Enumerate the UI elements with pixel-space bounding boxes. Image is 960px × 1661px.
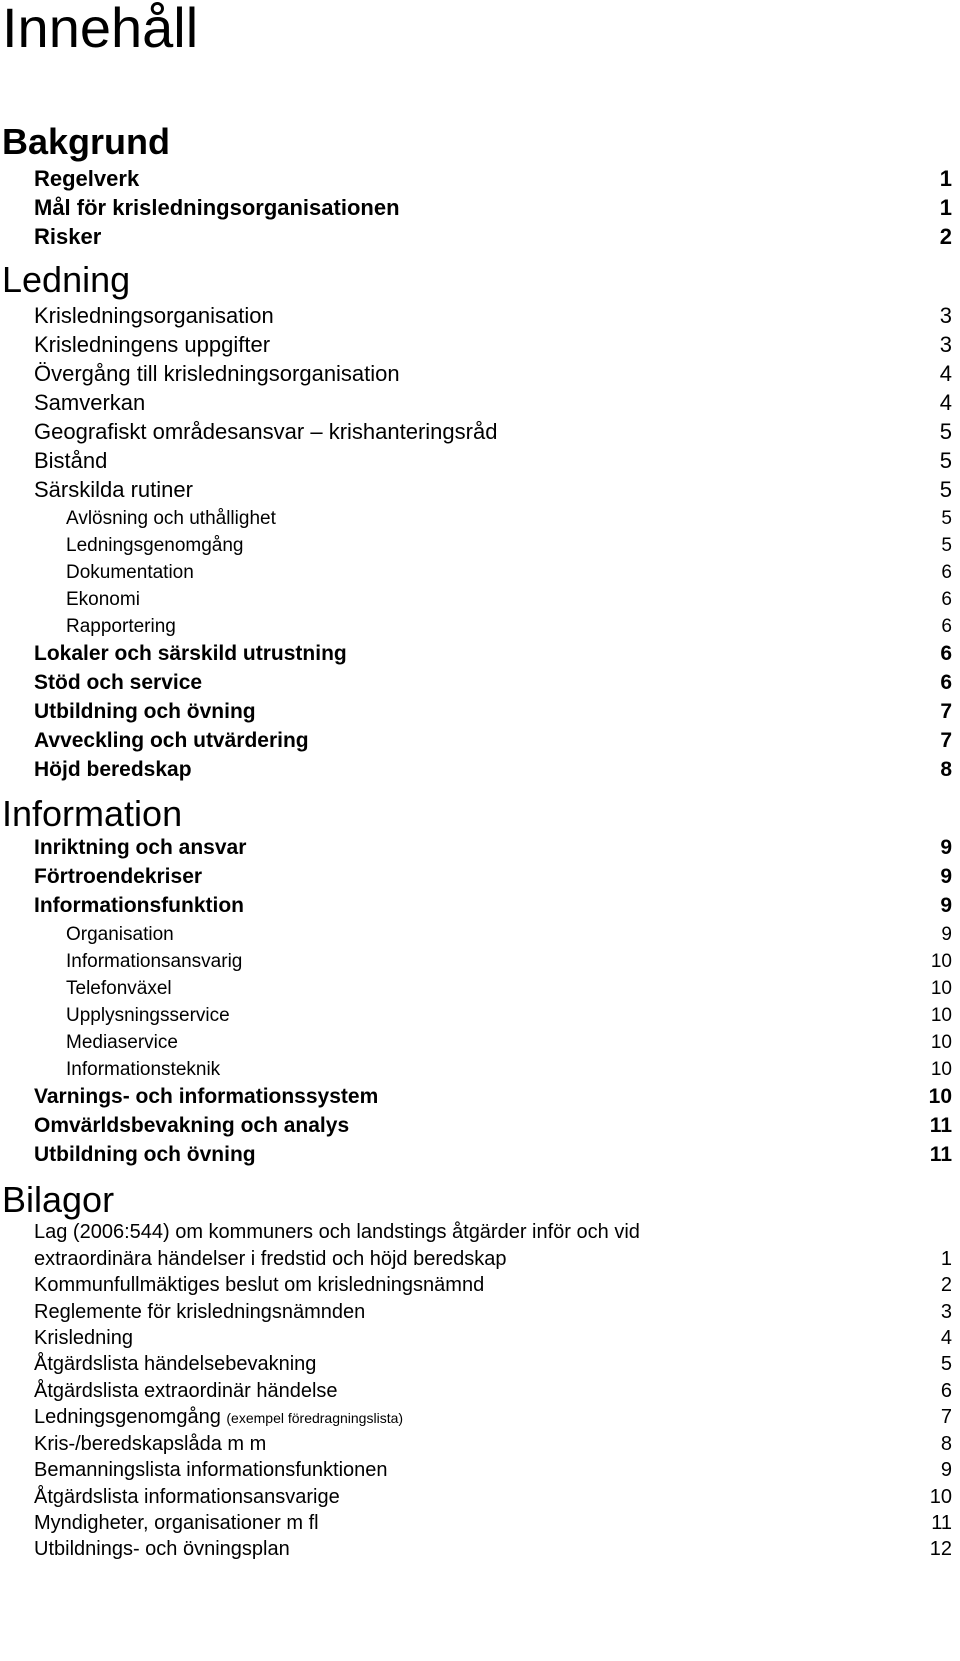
toc-entry[interactable]: [34, 1459, 952, 1482]
toc-entry[interactable]: [34, 1433, 952, 1456]
toc-entry[interactable]: [34, 671, 952, 695]
toc-entry-label: Regelverk: [34, 166, 140, 191]
toc-entry[interactable]: [34, 303, 952, 329]
toc-subentry[interactable]: [66, 535, 952, 557]
toc-entry-label: Krisledningsorganisation: [34, 303, 274, 328]
toc-entry-page: 1: [940, 1248, 952, 1270]
toc-entry[interactable]: [34, 195, 952, 221]
toc-entry[interactable]: [34, 1538, 952, 1561]
toc-entry-label: Mediaservice: [66, 1032, 178, 1053]
toc-entry-label: Ledningsgenomgång: [66, 535, 244, 556]
toc-entry[interactable]: [34, 729, 952, 753]
toc-entry-page: 1: [939, 195, 952, 220]
toc-entry-label: Krisledning: [34, 1327, 133, 1349]
toc-entry-page: 4: [939, 361, 952, 386]
toc-entry[interactable]: [34, 1274, 952, 1297]
toc-entry-label: Avlösning och uthållighet: [66, 508, 276, 529]
toc-entry-label: Särskilda rutiner: [34, 477, 193, 502]
toc-entry[interactable]: [34, 224, 952, 250]
toc-entry-page: 2: [940, 1274, 952, 1296]
toc-entry-page: 10: [930, 978, 952, 999]
toc-entry-label: Reglemente för krisledningsnämnden: [34, 1301, 366, 1323]
section-heading-ledning: Ledning: [2, 259, 131, 300]
toc-entry-page: 9: [940, 1459, 952, 1481]
toc-entry-page: 8: [940, 758, 952, 781]
toc-entry-label: Informationsteknik: [66, 1059, 221, 1080]
toc-entry[interactable]: [34, 1486, 952, 1509]
toc-entry-page: 3: [939, 332, 952, 357]
toc-entry[interactable]: [34, 166, 952, 192]
toc-entry-label: Rapportering: [66, 616, 176, 637]
toc-entry-page: 6: [941, 589, 952, 610]
toc-entry-label: Ledningsgenomgång: [34, 1406, 221, 1428]
toc-entry-label: Lokaler och särskild utrustning: [34, 642, 347, 665]
toc-subentry[interactable]: [66, 562, 952, 584]
toc-entry[interactable]: [34, 865, 952, 889]
toc-entry-first-line[interactable]: Lag (2006:544) om kommuners och landstings åtgärder inför och vid: [34, 1221, 640, 1243]
toc-entry[interactable]: [34, 477, 952, 503]
toc-entry-page: 8: [940, 1433, 952, 1455]
toc-entry-label: Dokumentation: [66, 562, 194, 583]
toc-entry-page: 4: [940, 1327, 952, 1349]
toc-entry[interactable]: [34, 700, 952, 724]
toc-entry[interactable]: [34, 1301, 952, 1324]
toc-entry[interactable]: [34, 894, 952, 918]
toc-entry[interactable]: [34, 1085, 952, 1109]
toc-entry-label: Varnings- och informationssystem: [34, 1085, 379, 1108]
toc-entry-page: 10: [929, 1486, 952, 1508]
toc-entry-label: Mål för krisledningsorganisationen: [34, 195, 400, 220]
toc-entry[interactable]: [34, 642, 952, 666]
section-heading-bakgrund: Bakgrund: [2, 121, 171, 162]
toc-entry-page: 6: [940, 1380, 952, 1402]
toc-entry-page: 10: [930, 1032, 952, 1053]
toc-entry[interactable]: [34, 1406, 952, 1429]
toc-entry[interactable]: [34, 1143, 952, 1167]
toc-entry-label: Åtgärdslista informationsansvarige: [34, 1486, 340, 1508]
toc-entry[interactable]: [34, 1353, 952, 1376]
toc-entry-page: 5: [940, 1353, 952, 1375]
toc-entry-label: Övergång till krisledningsorganisation: [34, 361, 400, 386]
toc-entry-page: 5: [941, 535, 952, 556]
toc-entry[interactable]: [34, 836, 952, 860]
toc-entry-page: 5: [939, 477, 952, 502]
toc-subentry[interactable]: [66, 1059, 952, 1081]
toc-entry-page: 10: [930, 1059, 952, 1080]
toc-entry-page: 11: [931, 1512, 952, 1534]
toc-subentry[interactable]: [66, 951, 952, 973]
toc-entry[interactable]: [34, 1327, 952, 1350]
toc-entry-page: 10: [930, 1005, 952, 1026]
toc-entry-label: Utbildning och övning: [34, 1143, 256, 1166]
toc-entry-label: Förtroendekriser: [34, 865, 203, 888]
toc-subentry[interactable]: [66, 1005, 952, 1027]
toc-entry[interactable]: [34, 419, 952, 445]
toc-entry-note: (exempel föredragningslista): [226, 1410, 404, 1426]
toc-subentry[interactable]: [66, 978, 952, 1000]
toc-entry-label: Telefonväxel: [66, 978, 172, 999]
toc-entry[interactable]: [34, 1248, 952, 1271]
toc-entry-label: Krisledningens uppgifter: [34, 332, 271, 357]
toc-entry-page: 1: [939, 166, 952, 191]
toc-entry-page: 6: [940, 642, 952, 665]
toc-entry-label: Åtgärdslista händelsebevakning: [34, 1353, 317, 1375]
toc-entry-label: Omvärldsbevakning och analys: [34, 1114, 350, 1137]
toc-entry-label: Bistånd: [34, 448, 108, 473]
section-heading-information: Information: [2, 793, 183, 834]
toc-entry[interactable]: [34, 332, 952, 358]
toc-subentry[interactable]: [66, 1032, 952, 1054]
toc-entry-page: 9: [940, 836, 952, 859]
toc-subentry[interactable]: [66, 589, 952, 611]
toc-entry-page: 10: [930, 951, 952, 972]
toc-entry-page: 5: [939, 448, 952, 473]
toc-entry-label: Utbildning och övning: [34, 700, 256, 723]
section-heading-bilagor: Bilagor: [2, 1179, 115, 1220]
toc-entry-label: Geografiskt områdesansvar – krishanteringsråd: [34, 419, 498, 444]
toc-entry-label: Stöd och service: [34, 671, 203, 694]
toc-entry[interactable]: [34, 448, 952, 474]
toc-entry-label: Kommunfullmäktiges beslut om krisledningsnämnd: [34, 1274, 485, 1296]
toc-entry-page: 6: [941, 562, 952, 583]
toc-entry-page: 12: [929, 1538, 952, 1560]
toc-entry-label: Risker: [34, 224, 102, 249]
toc-entry-label: Samverkan: [34, 390, 146, 415]
toc-entry[interactable]: [34, 390, 952, 416]
toc-entry-page: 7: [940, 729, 952, 752]
toc-entry-page: 5: [941, 508, 952, 529]
toc-entry-page: 7: [940, 1406, 952, 1428]
toc-entry[interactable]: [34, 361, 952, 387]
toc-entry-page: 6: [941, 616, 952, 637]
page-title: Innehåll: [2, 0, 199, 59]
toc-entry-page: 4: [939, 390, 952, 415]
toc-entry-label: Informationsansvarig: [66, 951, 243, 972]
toc-entry-label: Kris-/beredskapslåda m m: [34, 1433, 267, 1455]
toc-entry-label: Organisation: [66, 924, 174, 945]
toc-entry-page: 11: [929, 1143, 952, 1166]
toc-entry-page: 3: [939, 303, 952, 328]
toc-entry-page: 9: [940, 865, 952, 888]
toc-entry-label: Inriktning och ansvar: [34, 836, 247, 859]
toc-entry-label: Åtgärdslista extraordinär händelse: [34, 1380, 338, 1402]
toc-entry-label: Avveckling och utvärdering: [34, 729, 309, 752]
toc-entry-label: Ekonomi: [66, 589, 140, 610]
toc-entry-label: Bemanningslista informationsfunktionen: [34, 1459, 388, 1481]
toc-entry-page: 2: [939, 224, 952, 249]
toc-entry-page: 7: [940, 700, 952, 723]
toc-entry[interactable]: [34, 758, 952, 782]
toc-entry[interactable]: [34, 1380, 952, 1403]
toc-subentry[interactable]: [66, 924, 952, 946]
toc-entry-label: Höjd beredskap: [34, 758, 192, 781]
toc-entry-label: Informationsfunktion: [34, 894, 244, 917]
toc-entry-label: extraordinära händelser i fredstid och höjd beredskap: [34, 1248, 507, 1270]
toc-entry-page: 9: [940, 894, 952, 917]
toc-entry[interactable]: [34, 1114, 952, 1138]
toc-entry-page: 9: [941, 924, 952, 945]
toc-entry-label: Upplysningsservice: [66, 1005, 230, 1026]
toc-subentry[interactable]: [66, 616, 952, 638]
toc-entry-label: Myndigheter, organisationer m fl: [34, 1512, 319, 1534]
toc-subentry[interactable]: [66, 508, 952, 530]
toc-entry-page: 10: [928, 1085, 952, 1108]
toc-entry[interactable]: [34, 1512, 952, 1535]
toc-entry-label: Utbildnings- och övningsplan: [34, 1538, 290, 1560]
toc-entry-page: 11: [929, 1114, 952, 1137]
toc-entry-page: 6: [940, 671, 952, 694]
toc-entry-page: 5: [939, 419, 952, 444]
toc-entry-page: 3: [940, 1301, 952, 1323]
